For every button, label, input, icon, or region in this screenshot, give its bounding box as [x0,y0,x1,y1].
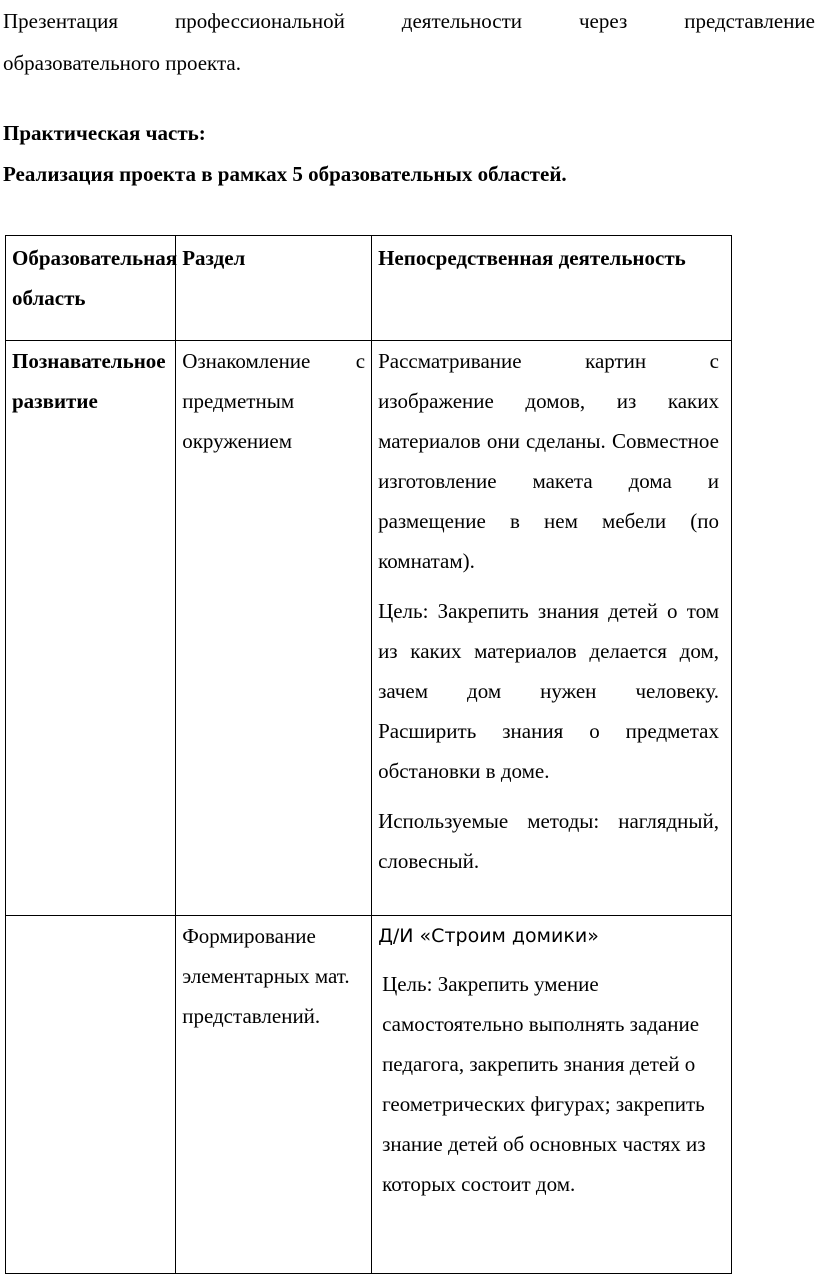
row2-activity-title: Д/И «Строим домики» [378,925,599,947]
intro-line-1: Презентация профессиональной деятельности через представление [3,9,815,33]
table-row [6,341,732,916]
header-area: Образовательная область [6,236,176,341]
table-header-row [6,236,732,341]
practical-heading: Практическая часть: [3,121,206,145]
intro-line-2: образовательного проекта. [3,51,241,75]
project-table [5,235,732,1274]
row1-activity-methods: Используемые методы: наглядный, словесный. [378,809,719,873]
row1-activity-goal: Цель: Закрепить знания детей о том из каких материалов делается дом, зачем дом нужен человеку. Расширить знания о предметах обстановки в доме. [378,599,719,783]
row2-area [6,916,176,1274]
header-activity: Непосредственная деятельность [372,236,732,341]
row2-section: Формирование элементарных мат. представлений. [176,916,372,1274]
table-row [6,916,732,1274]
row1-activity [372,341,732,916]
row1-area: Познавательное развитие [6,341,176,916]
row1-activity-description: Рассматривание картин с изображение домов, из каких материалов они сделаны. Совместное изготовление макета дома и размещение в нем мебели (по комнатам). [378,349,719,573]
header-section: Раздел [176,236,372,341]
row1-section-text: Ознакомление с предметным окружением [182,349,366,453]
row2-activity-goal: Цель: Закрепить умение самостоятельно выполнять задание педагога, закрепить знания детей о геометрических фигурах; закрепить знание детей об основных частях из которых состоит дом. [382,972,706,1196]
intro-paragraph [3,0,815,84]
row2-activity [372,916,732,1274]
row1-section [176,341,372,916]
implementation-heading: Реализация проекта в рамках 5 образовательных областей. [3,162,567,186]
